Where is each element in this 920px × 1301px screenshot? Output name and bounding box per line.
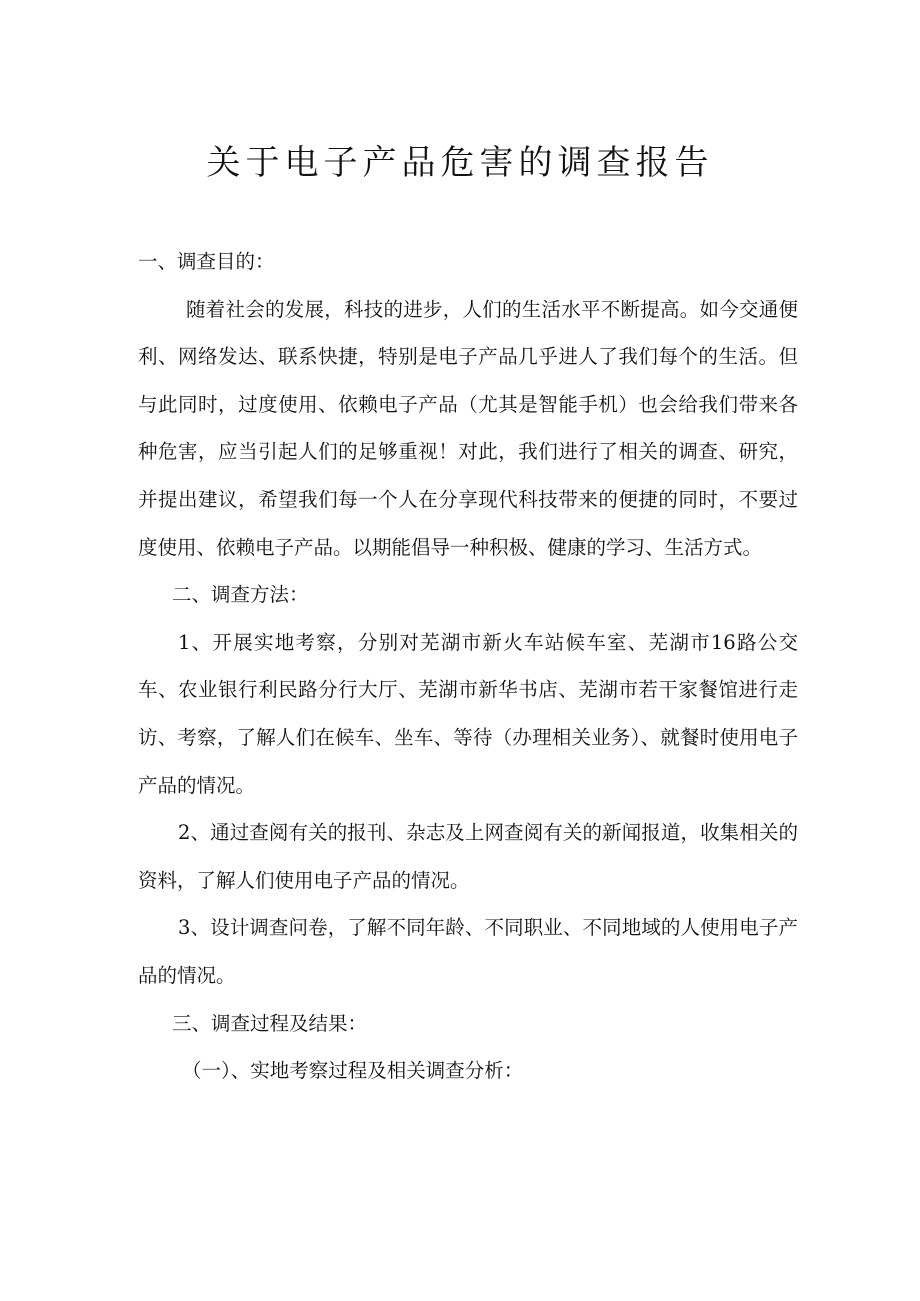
paragraph-purpose: 随着社会的发展，科技的进步，人们的生活水平不断提高。如今交通便利、网络发达、联系快捷，特别是电子产品几乎进人了我们每个的生活。但与此同时，过度使用、依赖电子产品（尤其是智能手机）也会给我们带来各种危害，应当引起人们的足够重视！对此，我们进行了相关的调查、研究，并提出建议，希望我们每一个人在分享现代科技带来的便捷的同时，不要过度使用、依赖电子产品。以期能倡导一种积极、健康的学习、生活方式。 [138, 297, 798, 559]
subsection-heading-fieldwork: （一）、实地考察过程及相关调查分析： [182, 1059, 524, 1083]
section-heading-process: 三、调查过程及结果： [172, 1011, 368, 1035]
document-body [138, 238, 798, 1095]
section-heading-purpose: 一、调查目的： [138, 250, 275, 273]
paragraph-method-1: 1、开展实地考察，分别对芜湖市新火车站候车室、芜湖市16路公交车、农业银行利民路分行大厅、芜湖市新华书店、芜湖市若干家餐馆进行走访、考察，了解人们在候车、坐车、等待（办理相关业务）、就餐时使用电子产品的情况。 [138, 630, 798, 797]
section-heading-method: 二、调查方法： [172, 583, 309, 607]
paragraph-method-2: 2、通过查阅有关的报刊、杂志及上网查阅有关的新闻报道，收集相关的资料，了解人们使用电子产品的情况。 [138, 821, 798, 892]
paragraph-method-3: 3、设计调查问卷，了解不同年龄、不同职业、不同地域的人使用电子产品的情况。 [138, 916, 798, 987]
document-title: 关于电子产品危害的调查报告 [206, 143, 714, 183]
